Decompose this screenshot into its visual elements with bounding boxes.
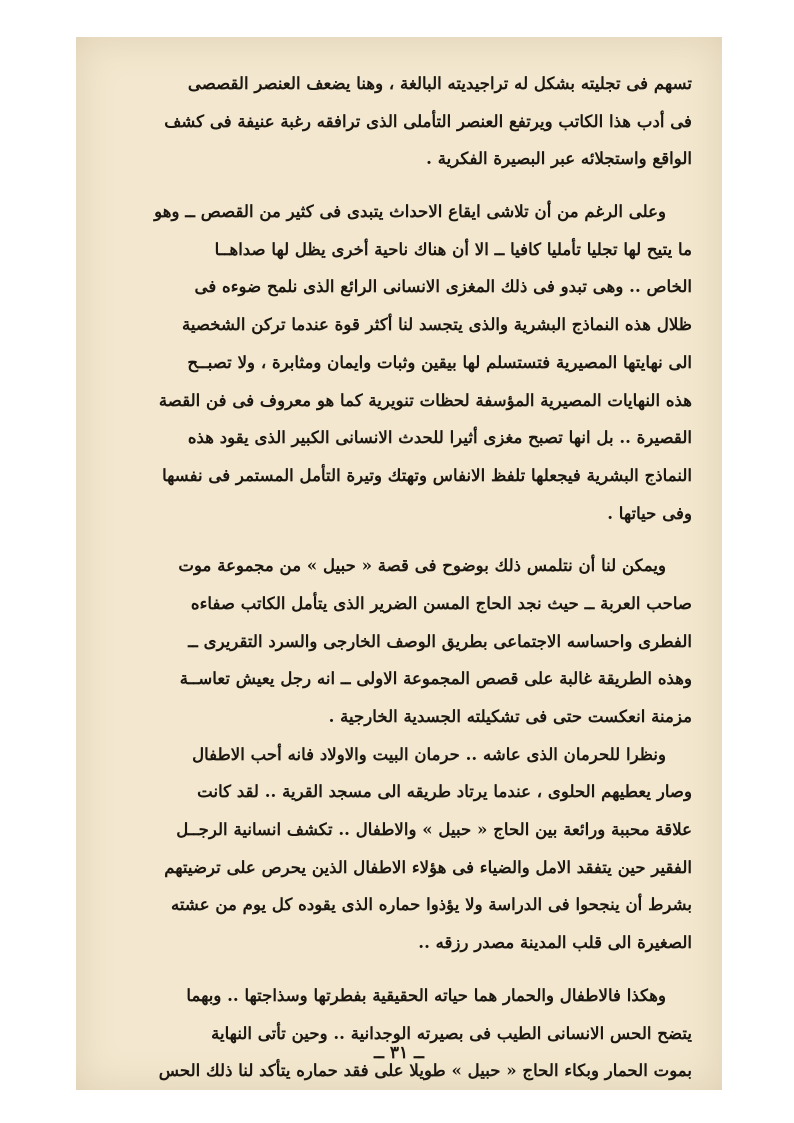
text-line: الى نهايتها المصيرية فتستسلم لها بيقين وثبات وايمان ومثابرة ، ولا تصبــح [187,351,692,372]
scanned-page [76,37,722,1090]
page-number: ــ ٣١ ــ [373,1043,425,1063]
text-line: النماذج البشرية فيجعلها تلفظ الانفاس وتهتك وتيرة التأمل المستمر فى نفسها [162,464,692,485]
paragraph-1 [106,65,692,178]
body-text [106,65,692,1090]
text-line: الفقير حين يتفقد الامل والضياء فى هؤلاء الاطفال الذين يحرص على ترضيتهم [164,856,692,877]
text-line: مزمنة انعكست حتى فى تشكيلته الجسدية الخارجية . [328,706,692,726]
text-line: ويمكن لنا أن نتلمس ذلك بوضوح فى قصة « حبيل » من مجموعة موت [178,555,666,576]
text-line: الخاص .. وهى تبدو فى ذلك المغزى الانسانى الرائع الذى نلمح ضوءه فى [194,276,692,297]
text-line: وفى حياتها . [607,502,692,523]
text-line: الصغيرة الى قلب المدينة مصدر رزقه .. [418,932,692,953]
text-line: فى أدب هذا الكاتب ويرتفع العنصر التأملى الذى ترافقه رغبة عنيفة فى كشف [164,110,692,131]
text-line: صاحب العربة ــ حيث نجد الحاج المسن الضرير الذى يتأمل الكاتب صفاءه [190,592,692,613]
text-line: ظلال هذه النماذج البشرية والذى يتجسد لنا أكثر قوة عندما تركن الشخصية [182,314,692,335]
text-line: ونظرا للحرمان الذى عاشه .. حرمان البيت والاولاد فانه أحب الاطفال [192,743,666,764]
text-line: تسهم فى تجليته بشكل له تراجيديته البالغة ، وهنا يضعف العنصر القصصى [187,73,692,93]
paragraph-2 [106,193,692,532]
text-line: وعلى الرغم من أن تلاشى ايقاع الاحداث يتبدى فى كثير من القصص ــ وهو [154,201,666,222]
text-line: الفطرى واحساسه الاجتماعى بطريق الوصف الخارجى والسرد التقريرى ــ [188,630,692,651]
text-line: يتضح الحس الانسانى الطيب فى بصيرته الوجدانية .. وحين تأتى النهاية [211,1022,692,1043]
text-line: وصار يعطيهم الحلوى ، عندما يرتاد طريقه الى مسجد القرية .. لقد كانت [197,781,692,802]
paragraph-5 [106,977,692,1090]
text-line: وهكذا فالاطفال والحمار هما حياته الحقيقية بفطرتها وسذاجتها .. وبهما [186,984,666,1005]
text-line: بشرط أن ينجحوا فى الدراسة ولا يؤذوا حماره الذى يقوده كل يوم من عشته [170,894,692,915]
text-line: القصيرة .. بل انها تصبح مغزى أثيرا للحدث الانسانى الكبير الذى يقود هذه [187,427,692,448]
text-line: علاقة محببة ورائعة بين الحاج « حبيل » والاطفال .. تكشف انسانية الرجــل [176,819,692,840]
text-line: بموت الحمار وبكاء الحاج « حبيل » طويلا على فقد حماره يتأكد لنا ذلك الحس [158,1060,692,1081]
paragraph-4 [106,736,692,962]
paragraph-3 [106,547,692,735]
text-line: هذه النهايات المصيرية المؤسفة لحظات تنويرية كما هو معروف فى فن القصة [158,389,692,410]
text-line: وهذه الطريقة غالبة على قصص المجموعة الاولى ــ انه رجل يعيش تعاســة [179,668,692,689]
text-line: ما يتيح لها تجليا تأمليا كافيا ــ الا أن هناك ناحية أخرى يظل لها صداهــا [214,238,692,259]
text-line: الواقع واستجلائه عبر البصيرة الفكرية . [426,148,692,169]
